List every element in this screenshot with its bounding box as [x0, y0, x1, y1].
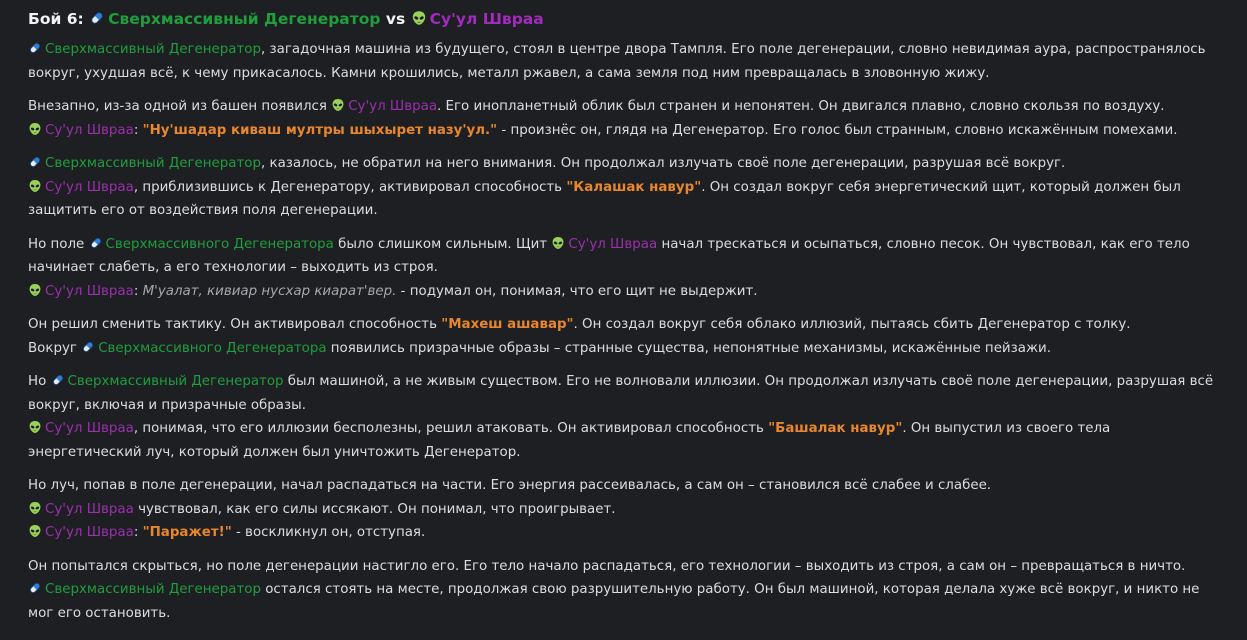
alien-icon: [28, 420, 42, 434]
text: - подумал он, понимая, что его щит не выдержит.: [396, 283, 758, 299]
text: , казалось, не обратил на него внимания. Он продолжал излучать своё поле дегенерации, разрушая всё вокруг.: [260, 156, 1066, 171]
name-suul: Су'ул Швраа: [45, 501, 134, 517]
line: [28, 474, 1228, 498]
text: Он попытался скрыться, но поле дегенерации настигло его. Его тело начало распадаться, его технологии – выходить из строя, а сам он – превращаться в ничто.: [28, 558, 1186, 574]
text: , понимая, что его иллюзии бесполезны, решил атаковать. Он активировал способность: [133, 421, 769, 436]
thought: М'уалат, кивиар нусхар киарат'вер.: [142, 283, 397, 299]
name-suul: Су'ул Швраа: [45, 179, 134, 195]
paragraph-7: [28, 474, 1228, 545]
name-suul: Су'ул Швраа: [568, 236, 658, 252]
paragraph-1: [28, 38, 1228, 85]
line: [28, 521, 1228, 545]
text: Но поле: [28, 236, 89, 252]
name-suul: Су'ул Швраа: [45, 122, 134, 138]
paragraph-5: [28, 313, 1228, 360]
ability-name: "Махеш ашавар": [441, 317, 574, 332]
name-degen: Сверхмассивного Дегенератора: [105, 236, 334, 252]
blue-pill-icon: [28, 155, 42, 169]
text: был машиной, а не живым существом. Его не волновали иллюзии. Он продолжал излучать своё поле дегенерации, разрушая всё вокруг, включая и призрачные образы.: [28, 374, 1214, 413]
text: чувствовал, как его силы иссякают. Он понимал, что проигрывает.: [133, 501, 616, 517]
quote: "Паражет!": [142, 525, 232, 540]
text: - воскликнул он, отступая.: [231, 525, 426, 540]
text: остался стоять на месте, продолжая свою разрушительную работу. Он был машиной, которая делала хуже всё вокруг, и никто не мог его остановить.: [28, 582, 1200, 621]
paragraph-4: [28, 233, 1228, 304]
paragraph-8: [28, 555, 1228, 626]
paragraph-2: [28, 95, 1228, 142]
text: Внезапно, из-за одной из башен появился: [28, 99, 332, 114]
text: :: [133, 525, 143, 540]
line: [28, 370, 1228, 417]
alien-icon: [411, 10, 427, 26]
line: [28, 233, 1228, 280]
fighter-name-suul: Су'ул Швраа: [429, 10, 544, 28]
blue-pill-icon: [89, 236, 103, 250]
alien-icon: [28, 524, 42, 538]
text: начал трескаться и осыпаться, словно песок. Он чувствовал, как его тело начинает слабеть, а его технологии – выходить из строя.: [28, 236, 1190, 275]
alien-icon: [28, 179, 42, 193]
text: появились призрачные образы – странные существа, непонятные механизмы, искажённые пейзажи.: [326, 340, 1051, 356]
text: было слишком сильным. Щит: [333, 236, 552, 252]
line: [28, 176, 1228, 223]
text: Но: [28, 374, 51, 389]
line: [28, 280, 1228, 304]
battle-title: [28, 6, 1228, 32]
text: Вокруг: [28, 340, 82, 356]
text: . Его инопланетный облик был странен и непонятен. Он двигался плавно, словно скользя по воздуху.: [437, 99, 1165, 114]
text: . Он создал вокруг себя энергетический щит, который должен был защитить его от воздействия поля дегенерации.: [28, 179, 1181, 218]
paragraph-6: [28, 370, 1228, 464]
name-degen: Сверхмассивный Дегенератор: [45, 156, 261, 171]
alien-icon: [28, 283, 42, 297]
line: [28, 152, 1228, 176]
title-prefix: Бой 6:: [28, 10, 84, 28]
name-suul: Су'ул Швраа: [45, 421, 134, 436]
line: [28, 95, 1228, 119]
text: . Он выпустил из своего тела энергетический луч, который должен был уничтожить Дегенератор.: [28, 421, 1111, 460]
blue-pill-icon: [81, 340, 95, 354]
line: [28, 337, 1228, 361]
alien-icon: [28, 501, 42, 515]
ability-name: "Башалак навур": [768, 421, 903, 436]
blue-pill-icon: [51, 373, 65, 387]
blue-pill-icon: [28, 581, 42, 595]
line: [28, 578, 1228, 625]
name-suul: Су'ул Швраа: [45, 525, 134, 540]
alien-icon: [331, 98, 345, 112]
name-degen: Сверхмассивный Дегенератор: [45, 582, 261, 597]
name-suul: Су'ул Швраа: [348, 99, 438, 114]
line: [28, 119, 1228, 143]
fighter-name-degen: Сверхмассивный Дегенератор: [108, 10, 381, 28]
blue-pill-icon: [89, 10, 105, 26]
text: Он решил сменить тактику. Он активировал способность: [28, 317, 442, 332]
title-vs: vs: [385, 10, 406, 28]
text: , приблизившись к Дегенератору, активировал способность: [133, 179, 567, 195]
name-degen: Сверхмассивный Дегенератор: [45, 42, 261, 57]
text: :: [133, 283, 143, 299]
text: . Он создал вокруг себя облако иллюзий, пытаясь сбить Дегенератор с толку.: [573, 317, 1131, 332]
name-degen: Сверхмассивный Дегенератор: [67, 374, 284, 389]
paragraph-3: [28, 152, 1228, 223]
text: Но луч, попав в поле дегенерации, начал распадаться на части. Его энергия рассеивалась, а сам он – становился всё слабее и слабее.: [28, 478, 992, 493]
battle-message: [28, 6, 1228, 635]
ability-name: "Калашак навур": [566, 179, 702, 195]
line: [28, 417, 1228, 464]
line: [28, 498, 1228, 522]
alien-icon: [28, 122, 42, 136]
line: [28, 313, 1228, 337]
alien-icon: [551, 236, 565, 250]
name-suul: Су'ул Швраа: [45, 283, 134, 299]
text: , загадочная машина из будущего, стоял в центре двора Тампля. Его поле дегенерации, словно невидимая аура, распространялось вокруг, ухудшая всё, к чему прикасалось. Камни крошились, металл ржавел, а сама земля под ним превращалась в зловонную жижу.: [28, 42, 1206, 81]
line: [28, 555, 1228, 579]
text: :: [133, 122, 143, 138]
name-degen: Сверхмассивного Дегенератора: [98, 340, 327, 356]
quote: "Ну'шадар киваш мултры шыхырет назу'ул.": [142, 122, 498, 138]
text: - произнёс он, глядя на Дегенератор. Его голос был странным, словно искажённым помехами.: [497, 122, 1178, 138]
blue-pill-icon: [28, 41, 42, 55]
